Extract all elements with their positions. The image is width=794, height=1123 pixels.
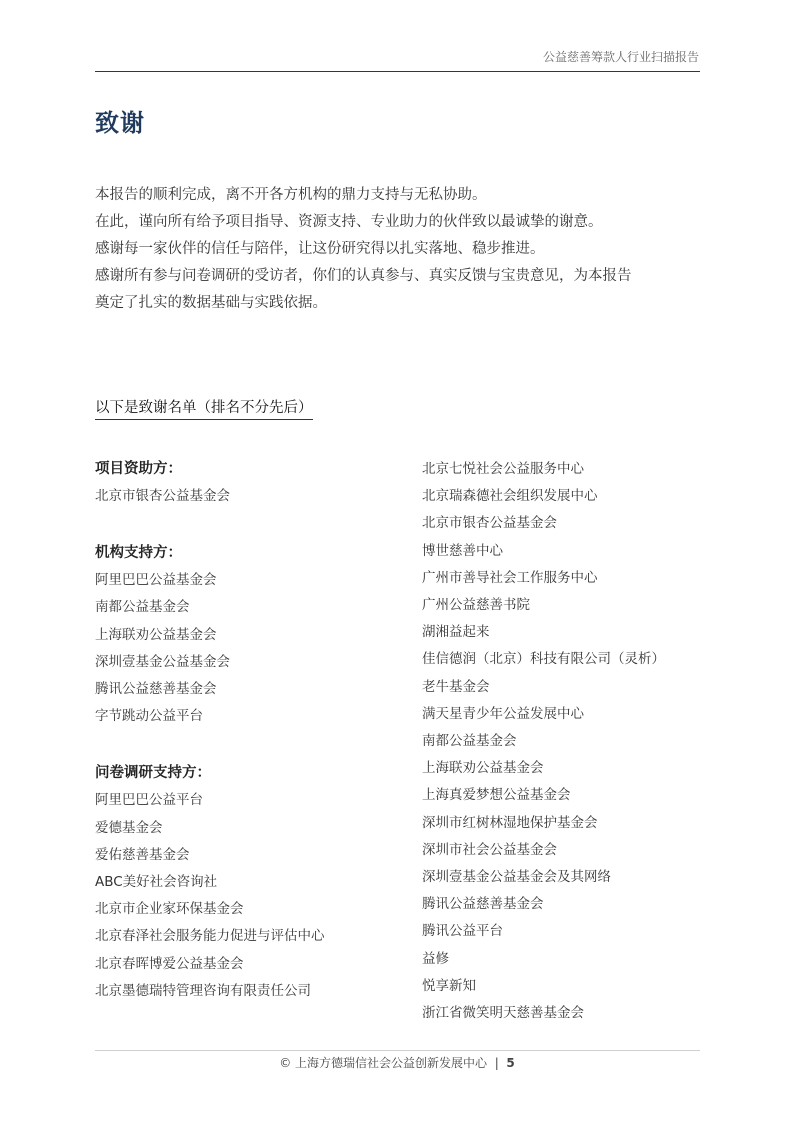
acknowledged-organization: 北京市企业家环保基金会 <box>95 901 244 918</box>
intro-line: 感谢每一家伙伴的信任与陪伴，让这份研究得以扎实落地、稳步推进。 <box>95 241 545 257</box>
intro-line: 本报告的顺利完成，离不开各方机构的鼎力支持与无私协助。 <box>95 187 487 203</box>
survey-list <box>95 787 395 1005</box>
intro-paragraph <box>95 182 705 317</box>
acknowledged-organization: 悦享新知 <box>422 977 476 994</box>
acknowledged-organization: 广州公益慈善书院 <box>422 597 530 614</box>
page-title: 致谢 <box>95 109 145 137</box>
acknowledged-organization: 北京七悦社会公益服务中心 <box>422 461 584 477</box>
acknowledged-organization: 北京春晖博爱公益基金会 <box>95 955 244 972</box>
header-divider <box>95 71 700 72</box>
survey-section <box>95 760 395 1005</box>
acknowledged-organization: 上海联劝公益基金会 <box>422 760 544 777</box>
running-header: 公益慈善筹款人行业扫描报告 <box>542 50 699 64</box>
funding-list <box>95 483 395 510</box>
acknowledged-organization: 南都公益基金会 <box>422 733 517 750</box>
acknowledged-organization: 北京市银杏公益基金会 <box>95 488 230 504</box>
acknowledged-organization: 阿里巴巴公益基金会 <box>95 572 217 589</box>
institutional-section <box>95 540 395 730</box>
acknowledged-organization: 深圳壹基金公益基金会及其网络 <box>422 869 611 886</box>
acknowledged-organization: 湖湘益起来 <box>422 624 490 641</box>
acknowledged-organization: 北京市银杏公益基金会 <box>422 515 557 532</box>
acknowledged-organization: 佳信德润（北京）科技有限公司（灵析） <box>422 651 665 668</box>
acknowledged-organization: 老牛基金会 <box>422 678 490 695</box>
acknowledged-organization: 阿里巴巴公益平台 <box>95 792 203 809</box>
footer-copyright: © 上海方德瑞信社会公益创新发展中心 <box>279 1056 488 1070</box>
acknowledgement-column-left <box>95 456 395 1005</box>
intro-line: 奠定了扎实的数据基础与实践依据。 <box>95 295 327 311</box>
section-title: 机构支持方： <box>95 545 182 562</box>
acknowledged-organization: 广州市善导社会工作服务中心 <box>422 569 598 586</box>
acknowledged-organization: 博世慈善中心 <box>422 542 503 559</box>
acknowledged-organization: 浙江省微笑明天慈善基金会 <box>422 1005 584 1022</box>
acknowledged-organization: 深圳市红树林湿地保护基金会 <box>422 814 598 831</box>
acknowledgement-list-heading: 以下是致谢名单（排名不分先后） <box>95 396 313 420</box>
section-title: 项目资助方： <box>95 461 182 477</box>
acknowledged-organization: 字节跳动公益平台 <box>95 708 203 725</box>
acknowledged-organization: 上海真爱梦想公益基金会 <box>422 787 571 804</box>
footer-divider <box>95 1050 700 1051</box>
acknowledged-organization: 益修 <box>422 950 449 967</box>
page-number: 5 <box>506 1056 515 1070</box>
acknowledged-organization: 深圳壹基金公益基金会 <box>95 653 230 670</box>
acknowledged-organization: 上海联劝公益基金会 <box>95 626 217 643</box>
acknowledged-organization: 满天星青少年公益发展中心 <box>422 705 584 722</box>
acknowledged-organization: 腾讯公益慈善基金会 <box>422 896 544 913</box>
acknowledged-organization: 北京春泽社会服务能力促进与评估中心 <box>95 928 325 945</box>
acknowledged-organization: 北京墨德瑞特管理咨询有限责任公司 <box>95 982 311 999</box>
section-title: 问卷调研支持方： <box>95 765 211 782</box>
acknowledged-organization: ABC美好社会咨询社 <box>95 874 218 891</box>
funding-section <box>95 456 395 510</box>
institutional-list <box>95 567 395 730</box>
intro-line: 感谢所有参与问卷调研的受访者，你们的认真参与、真实反馈与宝贵意见，为本报告 <box>95 268 632 284</box>
acknowledged-organization: 南都公益基金会 <box>95 599 190 616</box>
acknowledgement-column-right <box>422 456 722 1027</box>
acknowledged-organization: 腾讯公益慈善基金会 <box>95 681 217 698</box>
page-footer <box>0 1054 794 1071</box>
acknowledged-organization: 爱佑慈善基金会 <box>95 846 190 863</box>
acknowledged-organization: 爱德基金会 <box>95 819 163 836</box>
acknowledged-organization: 北京瑞森德社会组织发展中心 <box>422 488 598 505</box>
survey-list-continued <box>422 456 722 1027</box>
footer-separator: | <box>494 1056 499 1070</box>
acknowledged-organization: 深圳市社会公益基金会 <box>422 841 557 858</box>
intro-line: 在此，谨向所有给予项目指导、资源支持、专业助力的伙伴致以最诚挚的谢意。 <box>95 214 603 230</box>
acknowledged-organization: 腾讯公益平台 <box>422 923 503 940</box>
